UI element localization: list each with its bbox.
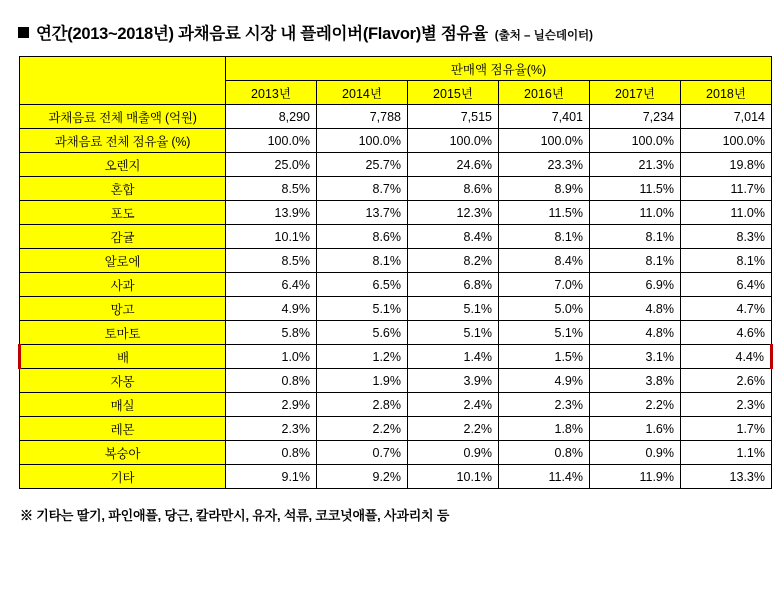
table-cell: 8.5%	[226, 177, 317, 201]
row-label: 과채음료 전체 점유율 (%)	[20, 129, 226, 153]
table-cell: 2.3%	[499, 393, 590, 417]
page-title	[18, 20, 770, 44]
table-cell: 2.2%	[590, 393, 681, 417]
table-cell: 3.1%	[590, 345, 681, 369]
table-cell: 5.6%	[317, 321, 408, 345]
table-row-highlighted	[20, 345, 772, 369]
table-cell: 7,515	[408, 105, 499, 129]
table-cell: 100.0%	[499, 129, 590, 153]
table-cell: 4.6%	[681, 321, 772, 345]
row-label: 복숭아	[20, 441, 226, 465]
table-group-header: 판매액 점유율(%)	[226, 57, 772, 81]
table-cell: 4.8%	[590, 321, 681, 345]
table-cell: 8.9%	[499, 177, 590, 201]
table-cell: 25.7%	[317, 153, 408, 177]
table-cell: 8.2%	[408, 249, 499, 273]
table-cell: 4.9%	[499, 369, 590, 393]
table-cell: 0.7%	[317, 441, 408, 465]
row-label: 토마토	[20, 321, 226, 345]
table-head	[20, 57, 772, 105]
table-cell: 10.1%	[408, 465, 499, 489]
table-row	[20, 249, 772, 273]
table-cell: 6.4%	[681, 273, 772, 297]
table-cell: 1.7%	[681, 417, 772, 441]
table-cell: 24.6%	[408, 153, 499, 177]
table-row	[20, 105, 772, 129]
table-cell: 25.0%	[226, 153, 317, 177]
table-cell: 9.1%	[226, 465, 317, 489]
table-cell: 2.8%	[317, 393, 408, 417]
table-corner-cell	[20, 57, 226, 105]
table-cell: 6.5%	[317, 273, 408, 297]
row-label: 포도	[20, 201, 226, 225]
column-header-year: 2013년	[226, 81, 317, 105]
table-cell: 7,014	[681, 105, 772, 129]
table-cell: 5.0%	[499, 297, 590, 321]
table-row	[20, 129, 772, 153]
table-cell: 7,788	[317, 105, 408, 129]
table-cell: 11.4%	[499, 465, 590, 489]
table-cell: 8.1%	[317, 249, 408, 273]
table-cell: 6.8%	[408, 273, 499, 297]
table-cell: 8.4%	[408, 225, 499, 249]
footnote: ※ 기타는 딸기, 파인애플, 당근, 칼라만시, 유자, 석류, 코코넛애플, 사과리치 등	[20, 508, 450, 523]
row-label: 감귤	[20, 225, 226, 249]
column-header-year: 2016년	[499, 81, 590, 105]
table-cell: 1.0%	[226, 345, 317, 369]
row-label: 사과	[20, 273, 226, 297]
row-label: 과채음료 전체 매출액 (억원)	[20, 105, 226, 129]
table-cell: 100.0%	[408, 129, 499, 153]
table-header-group-row	[20, 57, 772, 81]
title-text: 연간(2013~2018년) 과채음료 시장 내 플레이버(Flavor)별 점유율	[36, 25, 488, 43]
square-bullet-icon	[18, 27, 29, 38]
table-cell: 5.1%	[408, 297, 499, 321]
table-cell: 4.8%	[590, 297, 681, 321]
table-cell: 1.1%	[681, 441, 772, 465]
row-label: 자몽	[20, 369, 226, 393]
market-share-table	[18, 56, 773, 489]
table-cell: 0.9%	[590, 441, 681, 465]
table-row	[20, 177, 772, 201]
table-cell: 100.0%	[590, 129, 681, 153]
table-cell: 13.7%	[317, 201, 408, 225]
table-cell: 100.0%	[226, 129, 317, 153]
table-cell: 8.5%	[226, 249, 317, 273]
table-cell: 3.8%	[590, 369, 681, 393]
table-cell: 19.8%	[681, 153, 772, 177]
table-row	[20, 417, 772, 441]
row-label: 혼합	[20, 177, 226, 201]
table-cell: 100.0%	[681, 129, 772, 153]
table-cell: 4.7%	[681, 297, 772, 321]
table-body	[20, 105, 772, 489]
table-cell: 11.9%	[590, 465, 681, 489]
table-cell: 8.1%	[590, 249, 681, 273]
table-cell: 5.8%	[226, 321, 317, 345]
row-label: 레몬	[20, 417, 226, 441]
table-cell: 8.7%	[317, 177, 408, 201]
table-cell: 5.1%	[317, 297, 408, 321]
table-cell: 6.4%	[226, 273, 317, 297]
table-cell: 100.0%	[317, 129, 408, 153]
table-cell: 1.5%	[499, 345, 590, 369]
table-cell: 9.2%	[317, 465, 408, 489]
row-label: 오렌지	[20, 153, 226, 177]
row-label: 매실	[20, 393, 226, 417]
row-label: 배	[20, 345, 226, 369]
table-cell: 11.0%	[590, 201, 681, 225]
table-row	[20, 441, 772, 465]
table-cell: 2.9%	[226, 393, 317, 417]
table-cell: 12.3%	[408, 201, 499, 225]
row-label: 기타	[20, 465, 226, 489]
table-cell: 2.6%	[681, 369, 772, 393]
table-cell: 8.1%	[681, 249, 772, 273]
table-cell: 23.3%	[499, 153, 590, 177]
table-cell: 13.3%	[681, 465, 772, 489]
table-cell: 5.1%	[499, 321, 590, 345]
table-cell: 6.9%	[590, 273, 681, 297]
row-label: 알로에	[20, 249, 226, 273]
table-cell: 7,234	[590, 105, 681, 129]
table-cell: 1.6%	[590, 417, 681, 441]
table-cell: 8.6%	[408, 177, 499, 201]
table-cell: 8.1%	[590, 225, 681, 249]
table-cell: 7.0%	[499, 273, 590, 297]
table-cell: 7,401	[499, 105, 590, 129]
table-cell: 4.9%	[226, 297, 317, 321]
table-cell: 5.1%	[408, 321, 499, 345]
table-cell: 4.4%	[681, 345, 772, 369]
table-cell: 11.7%	[681, 177, 772, 201]
table-row	[20, 201, 772, 225]
table-cell: 11.5%	[590, 177, 681, 201]
table-cell: 11.0%	[681, 201, 772, 225]
table-cell: 2.2%	[408, 417, 499, 441]
column-header-year: 2018년	[681, 81, 772, 105]
table-row	[20, 369, 772, 393]
table-row	[20, 393, 772, 417]
table-row	[20, 153, 772, 177]
table-cell: 0.9%	[408, 441, 499, 465]
column-header-year: 2015년	[408, 81, 499, 105]
table-cell: 1.8%	[499, 417, 590, 441]
table-cell: 0.8%	[226, 441, 317, 465]
column-header-year: 2017년	[590, 81, 681, 105]
column-header-year: 2014년	[317, 81, 408, 105]
table-cell: 10.1%	[226, 225, 317, 249]
table-cell: 8.6%	[317, 225, 408, 249]
table-cell: 3.9%	[408, 369, 499, 393]
table-cell: 8.1%	[499, 225, 590, 249]
table-row	[20, 465, 772, 489]
table-cell: 13.9%	[226, 201, 317, 225]
table-cell: 8,290	[226, 105, 317, 129]
table-cell: 2.3%	[681, 393, 772, 417]
table-row	[20, 225, 772, 249]
table-row	[20, 321, 772, 345]
table-cell: 8.4%	[499, 249, 590, 273]
table-row	[20, 297, 772, 321]
table-cell: 8.3%	[681, 225, 772, 249]
table-cell: 21.3%	[590, 153, 681, 177]
table-cell: 2.4%	[408, 393, 499, 417]
table-row	[20, 273, 772, 297]
row-label: 망고	[20, 297, 226, 321]
title-source: (출처 – 닐슨데이터)	[494, 30, 593, 42]
table-cell: 2.2%	[317, 417, 408, 441]
table-cell: 1.2%	[317, 345, 408, 369]
table-cell: 1.4%	[408, 345, 499, 369]
table-cell: 11.5%	[499, 201, 590, 225]
table-cell: 0.8%	[226, 369, 317, 393]
table-cell: 0.8%	[499, 441, 590, 465]
table-cell: 2.3%	[226, 417, 317, 441]
table-cell: 1.9%	[317, 369, 408, 393]
